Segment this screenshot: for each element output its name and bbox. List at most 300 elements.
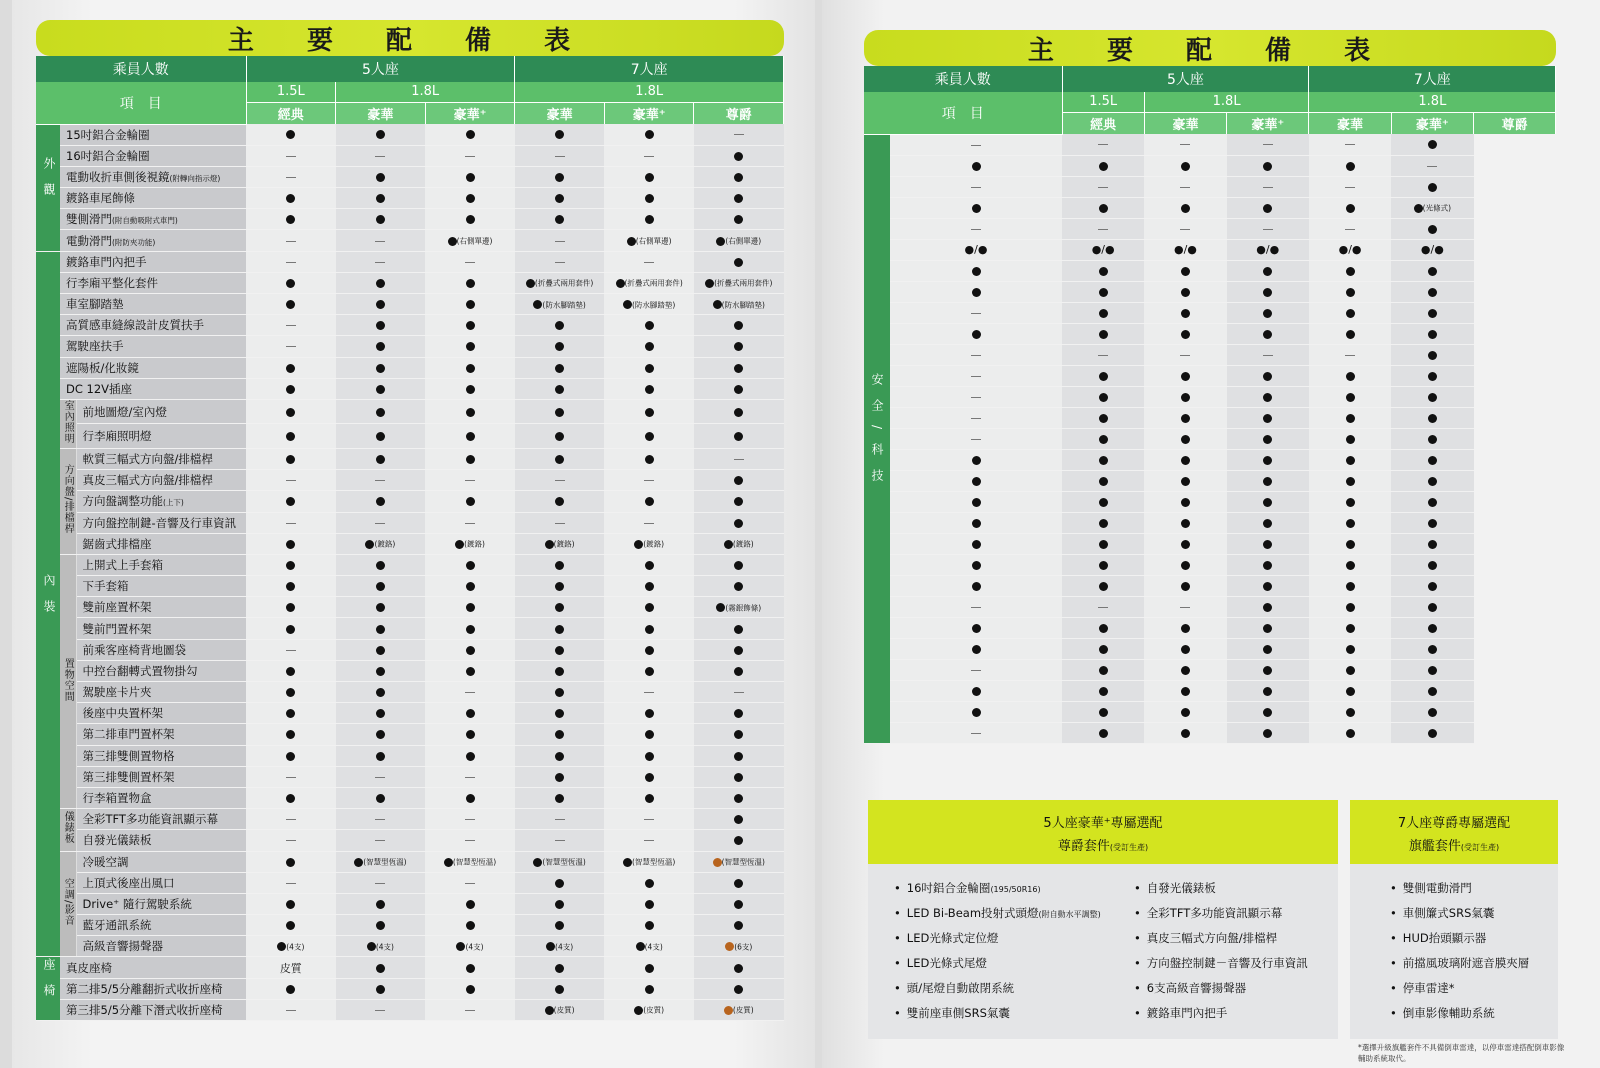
value-cell (425, 639, 515, 660)
value-cell (1391, 260, 1473, 281)
standard-dot (466, 900, 475, 909)
standard-dot (972, 456, 981, 465)
standard-dot (286, 279, 295, 288)
standard-dot (972, 267, 981, 276)
value-cell (515, 230, 605, 251)
value-cell (425, 787, 515, 808)
value-cell (1144, 638, 1226, 659)
standard-dot (376, 385, 385, 394)
value-cell (336, 724, 426, 745)
value-cell (1144, 533, 1226, 554)
standard-dot (645, 985, 654, 994)
standard-dot (645, 342, 654, 351)
standard-dot (734, 173, 743, 182)
option-item (894, 876, 1134, 901)
value-note: (鍍鉻) (553, 539, 575, 549)
feature-name-note: (附防夾功能) (112, 237, 156, 247)
standard-dot (555, 364, 564, 373)
spec-row (36, 336, 784, 357)
standard-dot (1181, 540, 1190, 549)
standard-dot (645, 364, 654, 373)
value-cell (1391, 407, 1473, 428)
value-cell (604, 209, 694, 230)
value-cell (515, 787, 605, 808)
standard-dot (555, 385, 564, 394)
standard-dot (1263, 519, 1272, 528)
value-cell (1144, 575, 1226, 596)
value-note: (4支) (375, 942, 394, 952)
value-cell (246, 491, 336, 512)
vertical-label-text: 外觀 (42, 157, 56, 210)
trim-header: 豪華 (336, 102, 426, 124)
value-cell (1227, 197, 1309, 218)
not-available-dash (286, 777, 296, 778)
value-cell (694, 787, 784, 808)
value-cell (1309, 155, 1391, 176)
not-available-dash (971, 187, 981, 188)
value-cell (246, 209, 336, 230)
value-cell (336, 787, 426, 808)
value-cell (694, 315, 784, 336)
value-cell (246, 915, 336, 936)
value-cell (336, 251, 426, 272)
value-cell (604, 378, 694, 399)
luxury-plus-package-note: (受訂生產) (1109, 843, 1149, 852)
value-cell (336, 830, 426, 851)
value-cell (425, 872, 515, 893)
value-text: ●/● (964, 243, 988, 256)
value-cell (1227, 533, 1309, 554)
option-item (1390, 926, 1558, 951)
value-cell (336, 554, 426, 575)
option-item-text: 自發光儀錶板 (1146, 881, 1216, 895)
feature-name-text: 行李箱置物盒 (82, 791, 152, 806)
value-cell (890, 512, 1062, 533)
category-label (36, 124, 60, 251)
feature-name-text: 16吋鋁合金輪圈 (66, 148, 150, 163)
standard-dot (286, 300, 295, 309)
option-item-note: (195/50R16) (990, 885, 1041, 894)
not-available-dash (555, 523, 565, 524)
value-cell (425, 230, 515, 251)
not-available-dash (465, 819, 475, 820)
feature-name-text: 上開式上手套箱 (82, 557, 163, 572)
not-available-dash (1263, 144, 1273, 145)
value-cell (694, 378, 784, 399)
header-row-seats (864, 66, 1556, 92)
standard-dot (286, 130, 295, 139)
value-cell (246, 936, 336, 957)
left-spec-table (36, 56, 784, 1021)
value-note: (皮質) (732, 1005, 754, 1015)
feature-name-text: 電動滑門 (66, 233, 112, 248)
value-cell (604, 639, 694, 660)
value-note: (霧銀飾條) (725, 603, 762, 613)
standard-dot (1099, 414, 1108, 423)
value-cell (1062, 302, 1144, 323)
value-cell (336, 145, 426, 166)
value-cell (425, 399, 515, 424)
value-cell (1391, 218, 1473, 239)
value-cell (336, 703, 426, 724)
value-cell (336, 378, 426, 399)
spec-row (864, 239, 1556, 260)
value-cell (425, 166, 515, 187)
premium-option-body (1350, 864, 1558, 1039)
standard-dot (1346, 645, 1355, 654)
value-cell (336, 272, 426, 293)
not-available-dash (465, 1010, 475, 1011)
value-cell (694, 272, 784, 293)
standard-dot (1346, 393, 1355, 402)
value-cell (515, 936, 605, 957)
value-cell (1144, 281, 1226, 302)
value-cell (604, 399, 694, 424)
value-cell (694, 999, 784, 1020)
standard-dot (466, 985, 475, 994)
standard-dot (1099, 162, 1108, 171)
value-cell (1309, 617, 1391, 638)
value-cell (890, 281, 1062, 302)
value-cell (425, 936, 515, 957)
standard-dot (645, 432, 654, 441)
value-cell (1062, 596, 1144, 617)
value-cell (1391, 239, 1473, 260)
option-item (1390, 901, 1558, 926)
standard-dot (376, 730, 385, 739)
value-cell (604, 124, 694, 145)
standard-dot (466, 194, 475, 203)
value-cell (1144, 323, 1226, 344)
value-cell (336, 357, 426, 378)
standard-dot (1181, 477, 1190, 486)
spec-row (36, 209, 784, 230)
standard-dot (1099, 729, 1108, 738)
value-cell (336, 470, 426, 491)
standard-dot (466, 646, 475, 655)
value-cell (604, 724, 694, 745)
not-available-dash (555, 819, 565, 820)
value-cell (246, 597, 336, 618)
standard-dot (1181, 729, 1190, 738)
feature-name-text: 冷暖空調 (82, 854, 129, 869)
standard-dot (376, 688, 385, 697)
value-note: (智慧型恆溫) (632, 857, 676, 867)
spec-row (36, 703, 784, 724)
value-cell (246, 851, 336, 872)
value-cell (425, 145, 515, 166)
value-cell (1227, 575, 1309, 596)
value-cell (425, 448, 515, 469)
spec-row (36, 166, 784, 187)
value-cell (425, 830, 515, 851)
value-cell (1227, 260, 1309, 281)
value-cell (425, 978, 515, 999)
standard-dot (645, 497, 654, 506)
standard-dot (1428, 140, 1437, 149)
value-cell (890, 155, 1062, 176)
standard-dot (555, 730, 564, 739)
value-note: (折疊式兩用套件) (534, 278, 594, 288)
value-cell (246, 999, 336, 1020)
standard-dot (734, 561, 743, 570)
value-cell (1309, 659, 1391, 680)
standard-dot (286, 455, 295, 464)
option-item-text: LED光條式尾燈 (906, 956, 987, 970)
value-cell (1144, 218, 1226, 239)
not-available-dash (375, 883, 385, 884)
engine-1-8l-5seat-header: 1.8L (1144, 92, 1309, 112)
feature-name-note: (上下) (163, 498, 184, 508)
not-available-dash (971, 418, 981, 419)
not-available-dash (1180, 144, 1190, 145)
value-cell (1144, 680, 1226, 701)
value-cell (604, 809, 694, 830)
feature-name-note: (附自動吸附式車門) (112, 216, 178, 226)
not-available-dash (734, 692, 744, 693)
not-available-dash (465, 262, 475, 263)
spec-row (864, 470, 1556, 491)
value-cell (1227, 386, 1309, 407)
standard-dot (286, 582, 295, 591)
spec-row (36, 830, 784, 851)
spec-row (36, 251, 784, 272)
value-cell (246, 230, 336, 251)
spec-row (864, 260, 1556, 281)
spec-row (864, 344, 1556, 365)
spec-row (864, 575, 1556, 596)
standard-dot (376, 900, 385, 909)
standard-dot (286, 921, 295, 930)
standard-dot (367, 942, 376, 951)
standard-dot (555, 497, 564, 506)
standard-dot (1428, 435, 1437, 444)
value-cell (336, 639, 426, 660)
seat-7-header: 7人座 (515, 56, 784, 82)
value-cell (694, 724, 784, 745)
value-cell (246, 703, 336, 724)
standard-dot (724, 540, 733, 549)
standard-dot (623, 858, 632, 867)
value-cell (1391, 176, 1473, 197)
feature-name (76, 745, 246, 766)
not-available-dash (555, 262, 565, 263)
value-cell (1227, 554, 1309, 575)
value-cell (890, 638, 1062, 659)
standard-dot (1181, 393, 1190, 402)
standard-dot (376, 582, 385, 591)
not-available-dash (971, 376, 981, 377)
value-cell (1227, 701, 1309, 722)
value-cell (425, 809, 515, 830)
option-item (894, 951, 1134, 976)
standard-dot (1099, 372, 1108, 381)
not-available-dash (286, 241, 296, 242)
spec-row (36, 618, 784, 639)
value-cell (890, 428, 1062, 449)
value-cell (604, 357, 694, 378)
not-available-dash (286, 1010, 296, 1011)
standard-dot (1099, 498, 1108, 507)
not-available-dash (644, 156, 654, 157)
value-cell (1309, 407, 1391, 428)
value-cell (694, 145, 784, 166)
standard-dot (555, 215, 564, 224)
spec-row (36, 576, 784, 597)
value-cell (246, 872, 336, 893)
standard-dot (286, 385, 295, 394)
standard-dot (466, 321, 475, 330)
value-cell (694, 399, 784, 424)
standard-dot (1181, 309, 1190, 318)
value-cell (1062, 239, 1144, 260)
value-cell (246, 272, 336, 293)
value-cell (1391, 449, 1473, 470)
value-cell (425, 851, 515, 872)
standard-dot (1099, 708, 1108, 717)
standard-dot (466, 794, 475, 803)
value-cell (604, 936, 694, 957)
value-cell (515, 166, 605, 187)
standard-dot (555, 582, 564, 591)
value-cell (890, 197, 1062, 218)
value-cell (246, 399, 336, 424)
value-cell (694, 809, 784, 830)
standard-dot (1346, 162, 1355, 171)
not-available-dash (1180, 187, 1190, 188)
standard-dot (1263, 540, 1272, 549)
standard-dot (286, 709, 295, 718)
item-header: 項 目 (864, 92, 1062, 134)
standard-dot (555, 900, 564, 909)
item-header: 項 目 (36, 82, 246, 124)
value-cell (890, 134, 1062, 155)
standard-dot (466, 385, 475, 394)
standard-dot (286, 497, 295, 506)
standard-dot (1181, 204, 1190, 213)
standard-dot (645, 921, 654, 930)
standard-dot (376, 455, 385, 464)
value-cell (604, 745, 694, 766)
category-label (36, 251, 60, 957)
value-cell (425, 660, 515, 681)
standard-dot (376, 215, 385, 224)
value-cell (890, 722, 1062, 743)
value-cell (1391, 722, 1473, 743)
standard-dot (1428, 330, 1437, 339)
spec-row (36, 724, 784, 745)
value-cell (1391, 617, 1473, 638)
standard-dot (555, 688, 564, 697)
trim-header: 經典 (246, 102, 336, 124)
option-item (1134, 901, 1308, 926)
not-available-dash (375, 262, 385, 263)
standard-dot (1346, 330, 1355, 339)
value-cell (1144, 155, 1226, 176)
standard-dot (645, 646, 654, 655)
value-cell (246, 554, 336, 575)
option-item-text: 6支高級音響揚聲器 (1146, 981, 1247, 995)
subcategory-label (60, 554, 76, 808)
value-cell (425, 597, 515, 618)
standard-dot (555, 561, 564, 570)
value-cell (1309, 344, 1391, 365)
value-text: ●/● (1174, 243, 1197, 256)
standard-dot (555, 752, 564, 761)
value-cell (425, 703, 515, 724)
value-cell (1309, 470, 1391, 491)
spec-row (36, 766, 784, 787)
spec-row (864, 323, 1556, 344)
standard-dot (972, 204, 981, 213)
feature-name (76, 787, 246, 808)
value-cell (1227, 659, 1309, 680)
value-cell (515, 315, 605, 336)
spec-row (36, 357, 784, 378)
value-cell (515, 145, 605, 166)
option-item (1390, 976, 1558, 1001)
not-available-dash (465, 692, 475, 693)
value-cell (515, 448, 605, 469)
standard-dot (1428, 309, 1437, 318)
not-available-dash (971, 229, 981, 230)
spec-row (36, 294, 784, 315)
standard-dot (1263, 309, 1272, 318)
standard-dot (555, 194, 564, 203)
value-cell (1309, 134, 1391, 155)
value-cell (890, 218, 1062, 239)
trim-header: 經典 (1062, 112, 1144, 134)
value-cell (694, 576, 784, 597)
value-cell (1062, 449, 1144, 470)
value-cell (515, 470, 605, 491)
value-cell (1309, 365, 1391, 386)
feature-name-text: 高級音響揚聲器 (82, 939, 163, 954)
value-cell (604, 893, 694, 914)
option-item-text: 16吋鋁合金輪圈 (906, 881, 991, 895)
trim-header: 豪華⁺ (1391, 112, 1473, 134)
standard-dot (716, 237, 725, 246)
value-cell (1227, 512, 1309, 533)
standard-dot (1099, 477, 1108, 486)
standard-dot (713, 300, 722, 309)
value-cell (890, 407, 1062, 428)
value-cell (890, 239, 1062, 260)
value-cell (694, 682, 784, 703)
value-note: (4支) (555, 942, 574, 952)
standard-dot (645, 794, 654, 803)
value-cell (694, 512, 784, 533)
value-cell (1144, 596, 1226, 617)
standard-dot (555, 794, 564, 803)
value-cell (515, 957, 605, 978)
standard-dot (1181, 330, 1190, 339)
not-available-dash (1345, 144, 1355, 145)
value-cell (694, 209, 784, 230)
not-available-dash (1263, 187, 1273, 188)
value-cell (1227, 302, 1309, 323)
value-cell (336, 230, 426, 251)
value-cell (1227, 638, 1309, 659)
feature-name (76, 491, 246, 512)
not-available-dash (286, 346, 296, 347)
value-cell (604, 851, 694, 872)
spec-row (864, 449, 1556, 470)
standard-dot (616, 279, 625, 288)
standard-dot (1428, 477, 1437, 486)
standard-dot (376, 364, 385, 373)
value-cell (425, 294, 515, 315)
